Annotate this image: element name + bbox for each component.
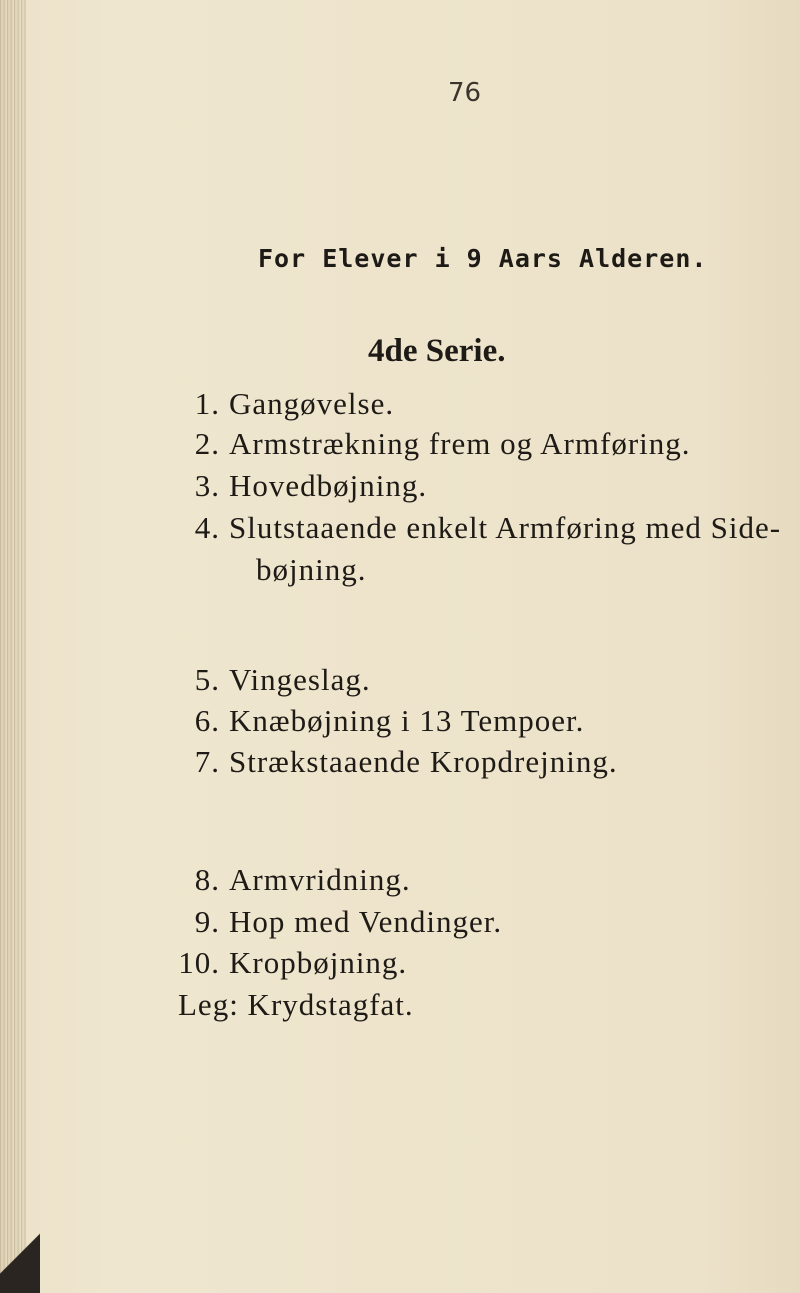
list-item-text: Hovedbøjning. <box>229 468 428 503</box>
page-number: 76 <box>448 78 482 108</box>
list-item-text: Armvridning. <box>229 862 411 897</box>
series-title: 4de Serie. <box>368 333 506 369</box>
list-item-number: 7. <box>194 744 220 779</box>
list-item-number: 2. <box>194 426 220 461</box>
section-title: For Elever i 9 Aars Alderen. <box>258 244 708 273</box>
list-item-number: 5. <box>194 662 220 697</box>
page-binding-edge <box>0 0 26 1293</box>
list-item-text: Strækstaaende Kropdrejning. <box>229 744 618 779</box>
list-item-text: Vingeslag. <box>229 662 371 697</box>
list-item-number: 1. <box>194 386 220 421</box>
final-line: Leg: Krydstagfat. <box>178 987 414 1022</box>
list-item-text: Knæbøjning i 13 Tempoer. <box>229 703 585 738</box>
list-item-number: 8. <box>194 862 220 897</box>
list-item-text: Gangøvelse. <box>229 386 395 421</box>
list-item-number: 4. <box>194 510 220 545</box>
list-item-text: Slutstaaende enkelt Armføring med Side- <box>229 510 782 545</box>
page-corner-shadow <box>0 1213 40 1293</box>
list-item-text: Kropbøjning. <box>229 945 408 980</box>
list-item-text: Hop med Vendinger. <box>229 904 503 939</box>
list-item-number: 10. <box>178 945 220 980</box>
list-item-number: 9. <box>194 904 220 939</box>
list-item-text: Armstrækning frem og Armføring. <box>229 426 691 461</box>
list-item-continuation: bøjning. <box>256 552 367 587</box>
list-item-number: 6. <box>194 703 220 738</box>
list-item-number: 3. <box>194 468 220 503</box>
